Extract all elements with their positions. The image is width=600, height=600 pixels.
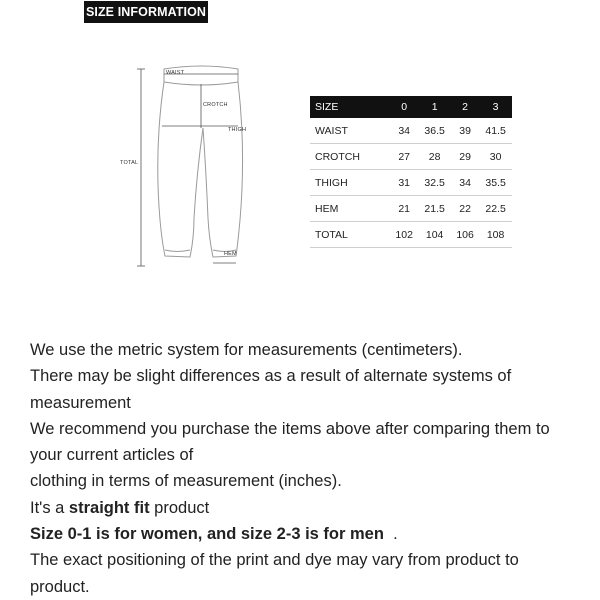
size-gender-suffix: . <box>383 525 398 544</box>
table-cell: 22 <box>451 196 479 222</box>
table-cell: 36.5 <box>418 118 451 144</box>
table-row-crotch <box>310 144 512 170</box>
description-fit-line <box>30 495 578 521</box>
table-cell: 21.5 <box>418 196 451 222</box>
table-cell: 22.5 <box>479 196 512 222</box>
description-size-gender-line <box>30 521 578 547</box>
description-line: clothing in terms of measurement (inches). <box>30 472 342 491</box>
size-0-column-header: 0 <box>390 96 418 118</box>
pants-measurement-diagram <box>110 60 270 280</box>
size-information-title: SIZE INFORMATION <box>84 1 208 23</box>
size-1-column-header: 1 <box>418 96 451 118</box>
table-cell: 108 <box>479 222 512 248</box>
diagram-label-waist: WAIST <box>166 70 185 76</box>
size-2-column-header: 2 <box>451 96 479 118</box>
table-cell: 104 <box>418 222 451 248</box>
fit-type: straight fit <box>68 498 150 517</box>
table-cell: 35.5 <box>479 170 512 196</box>
row-label-waist: WAIST <box>310 118 390 144</box>
table-row-thigh <box>310 170 512 196</box>
table-cell: 106 <box>451 222 479 248</box>
size-gender-note: Size 0-1 is for women, and size 2-3 is for men <box>30 525 384 544</box>
row-label-crotch: CROTCH <box>310 144 390 170</box>
size-description-text <box>30 337 578 600</box>
fit-prefix: It's a <box>30 498 69 517</box>
diagram-label-thigh: THIGH <box>228 127 247 133</box>
description-line: We recommend you purchase the items above after comparing them to your current articles of <box>30 419 550 465</box>
size-chart-header-row <box>310 96 512 118</box>
description-line: The exact positioning of the print and dye may vary from product to product. <box>30 551 519 596</box>
table-cell: 41.5 <box>479 118 512 144</box>
pants-outline-illustration <box>110 60 270 280</box>
table-cell: 30 <box>479 144 512 170</box>
row-label-hem: HEM <box>310 196 390 222</box>
row-label-total: TOTAL <box>310 222 390 248</box>
diagram-label-crotch: CROTCH <box>203 102 228 108</box>
size-column-header: SIZE <box>310 96 390 118</box>
diagram-label-total: TOTAL <box>120 160 139 166</box>
table-cell: 29 <box>451 144 479 170</box>
diagram-label-hem: HEM <box>224 251 237 257</box>
table-cell: 28 <box>418 144 451 170</box>
table-cell: 34 <box>451 170 479 196</box>
size-3-column-header: 3 <box>479 96 512 118</box>
table-cell: 31 <box>390 170 418 196</box>
size-chart-table <box>310 96 512 248</box>
table-row-total <box>310 222 512 248</box>
table-cell: 102 <box>390 222 418 248</box>
table-row-waist <box>310 118 512 144</box>
table-cell: 34 <box>390 118 418 144</box>
fit-suffix: product <box>149 498 210 517</box>
table-row-hem <box>310 196 512 222</box>
row-label-thigh: THIGH <box>310 170 390 196</box>
table-cell: 32.5 <box>418 170 451 196</box>
table-cell: 21 <box>390 196 418 222</box>
description-line: We use the metric system for measurements (centimeters). <box>30 341 463 359</box>
description-line: There may be slight differences as a result of alternate systems of measurement <box>30 367 512 412</box>
table-cell: 27 <box>390 144 418 170</box>
table-cell: 39 <box>451 118 479 144</box>
